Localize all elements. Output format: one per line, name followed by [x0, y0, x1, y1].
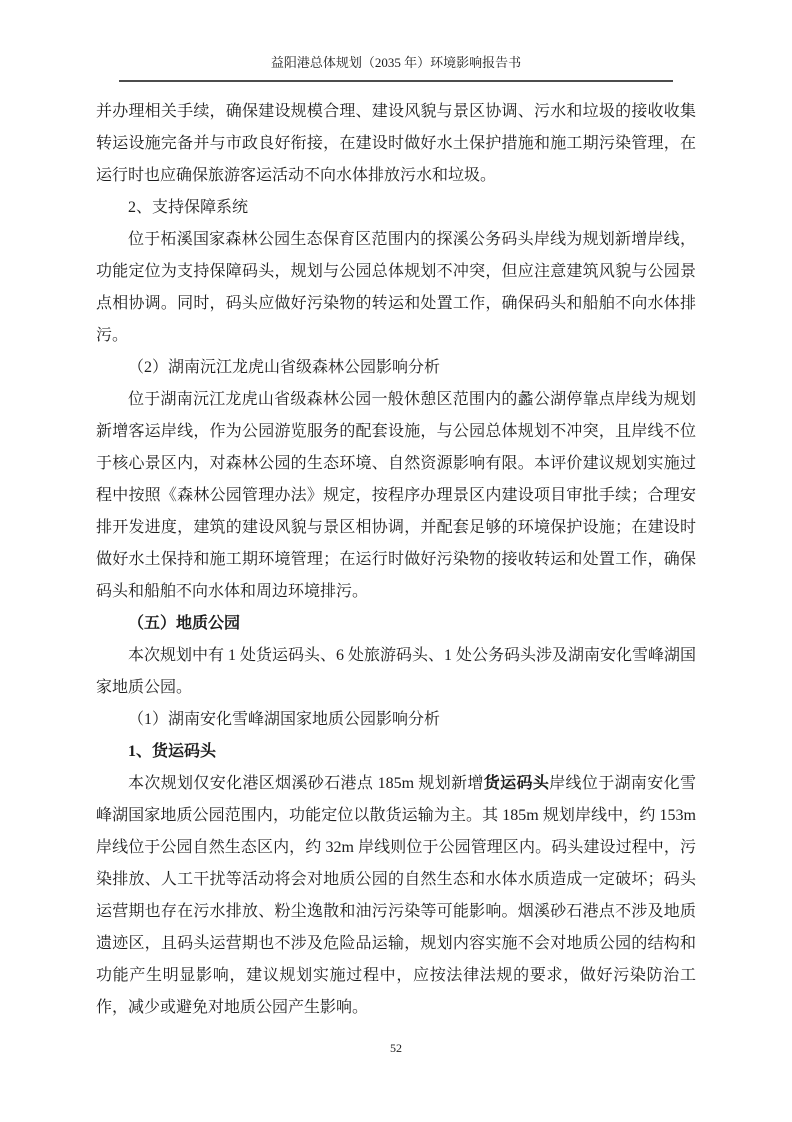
- para-longhushan-forest-park: [96, 384, 696, 608]
- heading-xuefenghu-geopark-analysis: [96, 704, 696, 736]
- text-run: 2、支持保障系统: [128, 199, 249, 216]
- text-run: （2）湖南沅江龙虎山省级森林公园影响分析: [128, 359, 441, 376]
- heading-support-guarantee-system: [96, 192, 696, 224]
- para-continuation-scenic-area: [96, 96, 696, 192]
- heading-geopark: [96, 608, 696, 640]
- heading-cargo-wharf: [96, 736, 696, 768]
- text-run: 位于柘溪国家森林公园生态保育区范围内的探溪公务码头岸线为规划新增岸线，功能定位为支持保障码头，规划与公园总体规划不冲突，但应注意建筑风貌与公园景点相协调。同时，码头应做好污染物的转运和处置工作，确保码头和船舶不向水体排污。: [96, 231, 696, 344]
- para-geopark-overview: [96, 640, 696, 704]
- page-header-title: 益阳港总体规划（2035 年）环境影响报告书: [270, 55, 522, 70]
- text-run: 本次规划仅安化港区烟溪砂石港点 185m 规划新增: [128, 775, 484, 792]
- text-run: 并办理相关手续，确保建设规模合理、建设风貌与景区协调、污水和垃圾的接收收集转运设施完备并与市政良好衔接，在建设时做好水土保护措施和施工期污染管理，在运行时也应确保旅游客运活动不向水体排放污水和垃圾。: [96, 103, 696, 184]
- heading-longhushan-forest-park-analysis: [96, 352, 696, 384]
- para-cargo-wharf-detail: [96, 768, 696, 1024]
- text-run: 货运码头: [483, 775, 550, 792]
- text-run: 岸线位于湖南安化雪峰湖国家地质公园范围内，功能定位以散货运输为主。其 185m 规划岸线中，约 153m 岸线位于公园自然生态区内，约 32m 岸线则位于公园管理区内。码头建设过程中，污染排放、人工干扰等活动将会对地质公园的自然生态和水体水质造成一定破坏；码头运营期也存在污水排放、粉尘逸散和油污污染等可能影响。烟溪砂石港点不涉及地质遗迹区，且码头运营期也不涉及危险品运输，规划内容实施不会对地质公园的结构和功能产生明显影响，建议规划实施过程中，应按法律法规的要求，做好污染防治工作，减少或避免对地质公园产生影响。: [96, 775, 696, 1016]
- text-run: 1、货运码头: [128, 743, 217, 760]
- page-footer: [0, 1040, 792, 1056]
- text-run: 本次规划中有 1 处货运码头、6 处旅游码头、1 处公务码头涉及湖南安化雪峰湖国家地质公园。: [96, 647, 697, 696]
- page-number: 52: [390, 1041, 402, 1055]
- text-run: 位于湖南沅江龙虎山省级森林公园一般休憩区范围内的蠡公湖停靠点岸线为规划新增客运岸线，作为公园游览服务的配套设施，与公园总体规划不冲突，且岸线不位于核心景区内，对森林公园的生态环境、自然资源影响有限。本评价建议规划实施过程中按照《森林公园管理办法》规定，按程序办理景区内建设项目审批手续；合理安排开发进度，建筑的建设风貌与景区相协调，并配套足够的环境保护设施；在建设时做好水土保持和施工期环境管理；在运行时做好污染物的接收转运和处置工作，确保码头和船舶不向水体和周边环境排污。: [96, 391, 696, 600]
- page-header: [119, 54, 673, 82]
- text-run: （五）地质公园: [128, 615, 241, 632]
- text-run: （1）湖南安化雪峰湖国家地质公园影响分析: [128, 711, 441, 728]
- para-zhexi-forest-park: [96, 224, 696, 352]
- document-body: [96, 96, 696, 1024]
